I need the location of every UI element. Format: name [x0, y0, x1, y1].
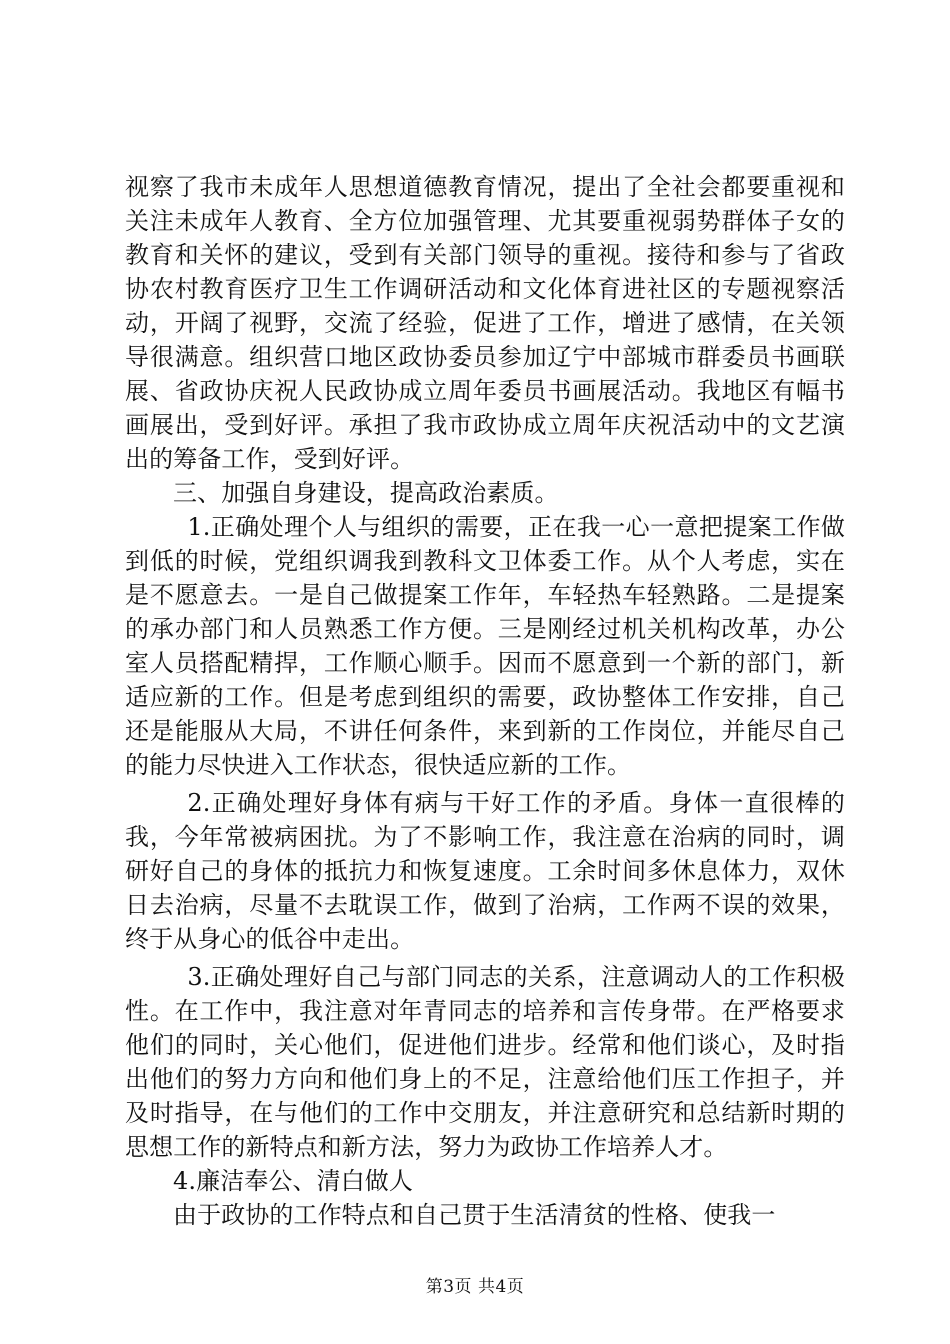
paragraph-item-2: 2.正确处理好身体有病与干好工作的矛盾。身体一直很棒的我，今年常被病困扰。为了不影响工作，我注意在治病的同时，调研好自己的身体的抵抗力和恢复速度。工余时间多休息体力，双休日去治病，尽量不去耽误工作，做到了治病，工作两不误的效果，终于从身心的低谷中走出。: [125, 789, 845, 953]
paragraph-continuation: 视察了我市未成年人思想道德教育情况，提出了全社会都要重视和关注未成年人教育、全方位加强管理、尤其要重视弱势群体子女的教育和关怀的建议，受到有关部门领导的重视。接待和参与了省政协农村教育医疗卫生工作调研活动和文化体育进社区的专题视察活动，开阔了视野，交流了经验，促进了工作，增进了感情，在关领导很满意。组织营口地区政协委员参加辽宁中部城市群委员书画联展、省政协庆祝人民政协成立周年委员书画展活动。我地区有幅书画展出，受到好评。承担了我市政协成立周年庆祝活动中的文艺演出的筹备工作，受到好评。: [125, 173, 845, 473]
document-body: [125, 170, 845, 1232]
paragraph-item-4-body: 由于政协的工作特点和自己贯于生活清贫的性格、使我一: [173, 1201, 776, 1229]
page-number-footer: 第3页 共4页: [425, 1277, 525, 1297]
paragraph-item-1: 1.正确处理个人与组织的需要，正在我一心一意把提案工作做到低的时候，党组织调我到教科文卫体委工作。从个人考虑，实在是不愿意去。一是自己做提案工作年，车轻热车轻熟路。二是提案的承办部门和人员熟悉工作方便。三是刚经过机关机构改革，办公室人员搭配精捍，工作顺心顺手。因而不愿意到一个新的部门，新适应新的工作。但是考虑到组织的需要，政协整体工作安排，自己还是能服从大局，不讲任何条件，来到新的工作岗位，并能尽自己的能力尽快进入工作状态，很快适应新的工作。: [125, 513, 845, 779]
paragraph-item-4-heading: 4.廉洁奉公、清白做人: [173, 1167, 413, 1195]
section-heading-3: 三、加强自身建设，提高政治素质。: [173, 479, 559, 507]
paragraph-item-3: 3.正确处理好自己与部门同志的关系，注意调动人的工作积极性。在工作中，我注意对年青同志的培养和言传身带。在严格要求他们的同时，关心他们，促进他们进步。经常和他们谈心，及时指出他们的努力方向和他们身上的不足，注意给他们压工作担子，并及时指导，在与他们的工作中交朋友，并注意研究和总结新时期的思想工作的新特点和新方法，努力为政协工作培养人才。: [125, 963, 845, 1161]
